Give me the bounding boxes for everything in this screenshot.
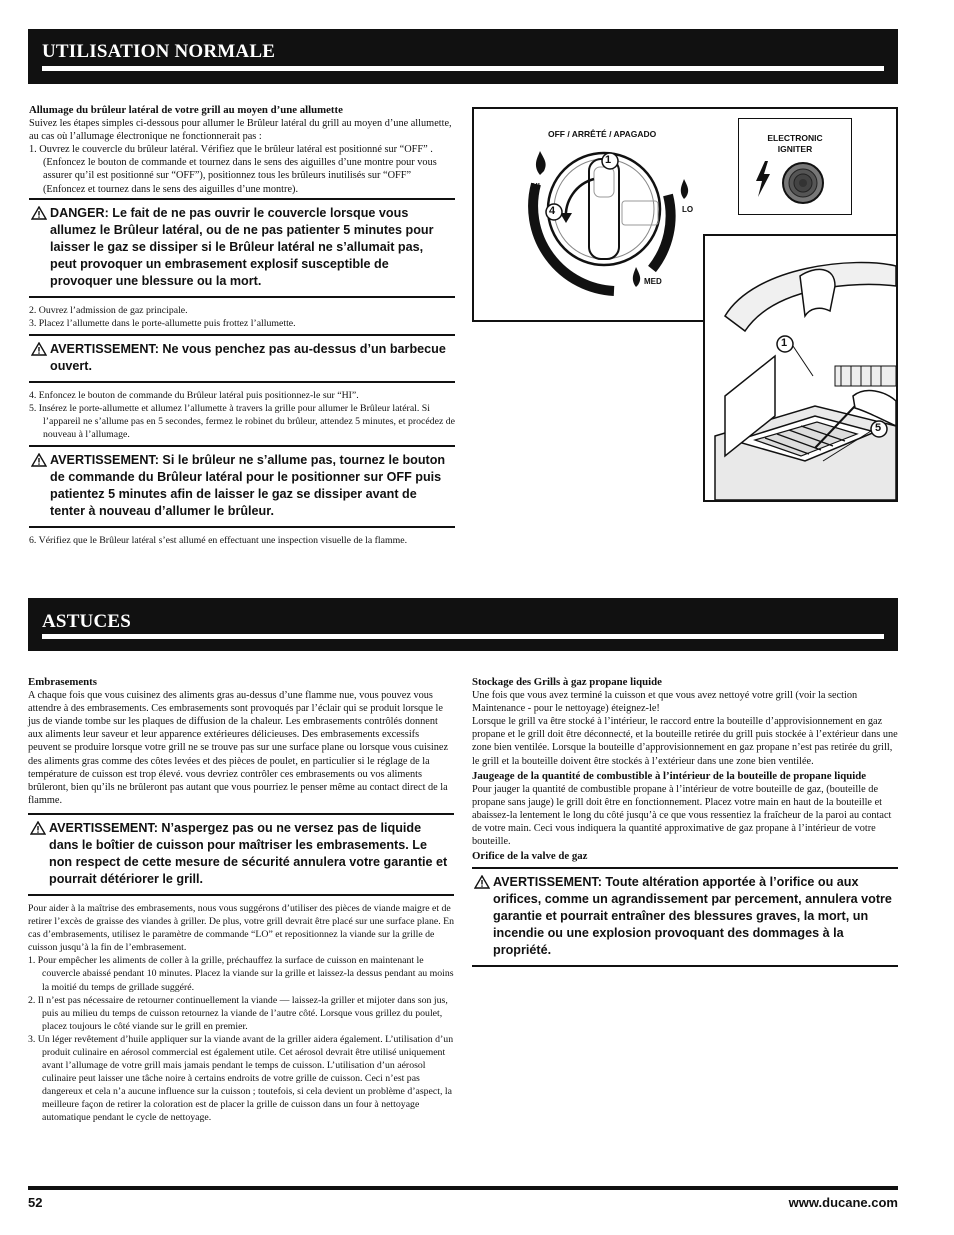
warning-lean-text: AVERTISSEMENT: Ne vous penchez pas au-dessus d’un barbecue ouvert. [50, 341, 446, 373]
flareups-heading: Embrasements [28, 676, 97, 688]
tip-2: 2. Il n’est pas nécessaire de retourner continuellement la viande — laissez-la griller et mijoter dans son jus, puis au milieu du temps de cuisson retournez la viande de l’autre côté. Lorsque vous grillez du poulet, placez toujours le côté viande sur le grill en premier. [28, 994, 448, 1032]
footer-rule [28, 1186, 898, 1190]
med-label: MED [644, 277, 662, 286]
storage-heading: Stockage des Grills à gaz propane liquide [472, 676, 662, 688]
hi-label: HI [532, 182, 540, 191]
page-number: 52 [28, 1195, 43, 1210]
igniter-label-1: ELECTRONIC [767, 133, 823, 143]
section-title: UTILISATION NORMALE [42, 41, 276, 62]
warning-triangle-icon [30, 821, 46, 835]
orifice-heading: Orifice de la valve de gaz [472, 850, 588, 863]
control-knob-illustration [474, 109, 714, 320]
step-1: 1. Ouvrez le couvercle du brûleur latéral. Vérifiez que le brûleur latéral est positionné sur “OFF” . (Enfoncez le bouton de commande et tournez dans le sens des aiguilles d’une montre pour vous assurer qu’il est positionné sur “OFF”), positionnez tous les brûleurs inutilisés sur “OFF” (Enfoncez et tournez dans le sens des aiguilles d’une montre). [29, 144, 437, 195]
mastery-text: Pour aider à la maîtrise des embrasements, nous vous suggérons d’utiliser des pièces de viande maigre et de retirer l’excès de graisse des viandes à griller. De plus, votre grill devrait être placé sur une surface plane. En cas d’embrasements, utilisez le paramètre de commande “LO” et repositionnez la viande sur la grille de cuisson jusqu’à la fin de l’embrasement. [28, 902, 454, 954]
tip-3: 3. Un léger revêtement d’huile appliquer sur la viande avant de la griller aidera également. L’utilisation d’un produit culinaire en aérosol commercial est également utile. Cet aérosol devrait être utilisé uniquement avant l’allumage de votre grill mais jamais pendant le temps de cuisson. L’utilisation d’un aérosol culinaire peut laisser une tâche noire à certains endroits de votre grille de cuisson. Ceci n’est pas dangereux et cela n’a aucune influence sur la cuisson ; toutefois, si cela devient un problème d’aspect, la meilleure façon de retirer la coloration est de placer la grille de cuisson dans un four à nettoyage automatique pendant le cycle de nettoyage. [28, 1033, 454, 1124]
off-label: OFF / ARRÊTÉ / APAGADO [548, 129, 657, 139]
storage-text-1: Une fois que vous avez terminé la cuisson et que vous avez nettoyé votre grill (voir la section Maintenance - pour le nettoyage) éteignez-le! [472, 690, 858, 715]
igniter-label-2: IGNITER [777, 144, 813, 154]
warning-triangle-icon [474, 875, 490, 889]
electronic-igniter-box [738, 118, 852, 215]
gauge-text: Pour jauger la quantité de combustible propane à l’intérieur de votre bouteille de gaz, (bouteille de propane sans jauge) le grill doit être en fonctionnement. Placez votre main en haut de la bouteille et abaissez-la lentement le long du côté jusqu’à ce que vous ressentiez la fraîcheur de la paroi au contact de votre main. Ceci vous indiquera la quantité approximative de gaz propane à l’intérieur de votre bouteille. [472, 783, 892, 848]
grill-illustration [705, 236, 896, 500]
website-link[interactable]: www.ducane.com [788, 1195, 898, 1210]
gauge-heading: Jaugeage de la quantité de combustible à l’intérieur de la bouteille de propane liquide [472, 769, 867, 782]
warning-triangle-icon [31, 453, 47, 467]
section-title: ASTUCES [42, 611, 132, 632]
flareups-text: A chaque fois que vous cuisinez des aliments gras au-dessus d’une flamme nue, vous pouvez vous attendre à des embrasements. Ces embrasements sont provoqués par l’éclair qui se produit lorsque le jus de viande tombe sur les plaques de diffusion de la chaleur. Les embrasements contrôlés donnent aux aliments leur saveur et leur apparence extérieures délicieuses. Des embrasements excessifs peuvent se produire lorsque votre grill ne se trouve pas sur une surface plane ou lorsque vous cuisinez des aliments gras comme des côtes levées et des pièces de poulet, en particulier si le réglage de la température de cuisson est trop élevé. vous devriez contrôler ces embrasements ou vos aliments brûleront, bien qu’ils ne brûleront pas autant que vous pourriez le penser même au contact direct de la flamme. [28, 690, 449, 806]
step-6: 6. Vérifiez que le Brûleur latéral s’est allumé en effectuant une inspection visuelle de la flamme. [29, 535, 408, 547]
section-banner-astuces [28, 598, 898, 651]
lightning-bolt-icon [753, 161, 773, 197]
step-3: 3. Placez l’allumette dans le porte-allumette puis frottez l’allumette. [29, 317, 296, 329]
storage-section [472, 676, 898, 973]
step-2: 2. Ouvrez l’admission de gaz principale. [29, 304, 188, 316]
igniter-button-icon [781, 161, 825, 205]
warning-orifice-text: AVERTISSEMENT: Toute altération apportée à l’orifice ou aux orifices, comme un agrandissement par percement, annulera votre garantie et pourrait entraîner des blessures graves, la mort, un incendie ou une explosion provoquant des dommages à la propriété. [493, 875, 892, 958]
warning-box-lean [29, 334, 455, 383]
danger-box [29, 198, 455, 298]
lighting-intro: Suivez les étapes simples ci-dessous pour allumer le Brûleur latéral du grill au moyen d’une allumette, au cas où l’allumage électronique ne fonctionnerait pas : [29, 118, 452, 143]
step-4: 4. Enfoncez le bouton de commande du Brûleur latéral puis positionnez-le sur “HI”. [29, 389, 359, 401]
warning-triangle-icon [31, 206, 47, 220]
danger-text: DANGER: Le fait de ne pas ouvrir le couvercle lorsque vous allumez le Brûleur latéral, ou de ne pas patienter 5 minutes pour laisser le gaz se dissiper si le Brûleur latéral ne s’allumait pas, peut provoquer un embrasement explosif susceptible de provoquer une blessure ou la mort. [50, 205, 434, 288]
lighting-instructions [29, 104, 455, 547]
callout-1-inset: 1 [781, 337, 788, 349]
banner-rule [42, 634, 884, 639]
callout-4: 4 [549, 205, 556, 217]
warning-relight-text: AVERTISSEMENT: Si le brûleur ne s’allume pas, tournez le bouton de commande du Brûleur latéral pour le positionner sur OFF puis patientez 5 minutes afin de laisser le gaz se dissiper avant de tenter à nouveau d’allumer le brûleur. [50, 453, 446, 519]
tip-1: 1. Pour empêcher les aliments de coller à la grille, préchauffez la surface de cuisson en maintenant le couvercle abaissé pendant 10 minutes. Placez la viande sur la grille et laissez-la dessus pendant au moins la moitié du temps de grillade suggéré. [28, 955, 454, 993]
warning-box-liquid [28, 813, 454, 896]
callout-1: 1 [605, 154, 612, 166]
lo-label: LO [682, 205, 694, 214]
warning-triangle-icon [31, 342, 47, 356]
step-5: 5. Insérez le porte-allumette et allumez l’allumette à travers la grille pour allumer le Brûleur latéral. Si l’appareil ne s’allume pas en 5 secondes, fermez le robinet du brûleur, attendez 5 minutes, et procédez de nouveau à l’allumage. [29, 402, 455, 441]
warning-box-relight [29, 445, 455, 528]
callout-5-inset: 5 [875, 422, 882, 434]
warning-liquid-text: AVERTISSEMENT: N’aspergez pas ou ne versez pas de liquide dans le boîtier de cuisson pour maîtriser les embrasements. Le non respect de cette mesure de sécurité annulera votre garantie et pourrait détériorer le grill. [49, 820, 448, 886]
banner-rule [42, 66, 884, 71]
section-banner-utilisation [28, 29, 898, 84]
warning-box-orifice [472, 867, 898, 967]
lighting-heading: Allumage du brûleur latéral de votre grill au moyen d’une allumette [29, 104, 343, 116]
grill-inset-figure [703, 234, 898, 502]
storage-text-2: Lorsque le grill va être stocké à l’intérieur, le raccord entre la bouteille d’approvisionnement en gaz propane et le grill doit être déconnecté, et la bouteille retirée du grill puis stockée à l’extérieur dans une zone bien ventilée. Lorsque la bouteille d’approvisionnement en gaz propane n’est pas retirée du grill, le grill et la bouteille doivent être stockés à l’extérieur dans une zone bien ventilée. [472, 716, 898, 767]
flareups-section [28, 676, 454, 1125]
